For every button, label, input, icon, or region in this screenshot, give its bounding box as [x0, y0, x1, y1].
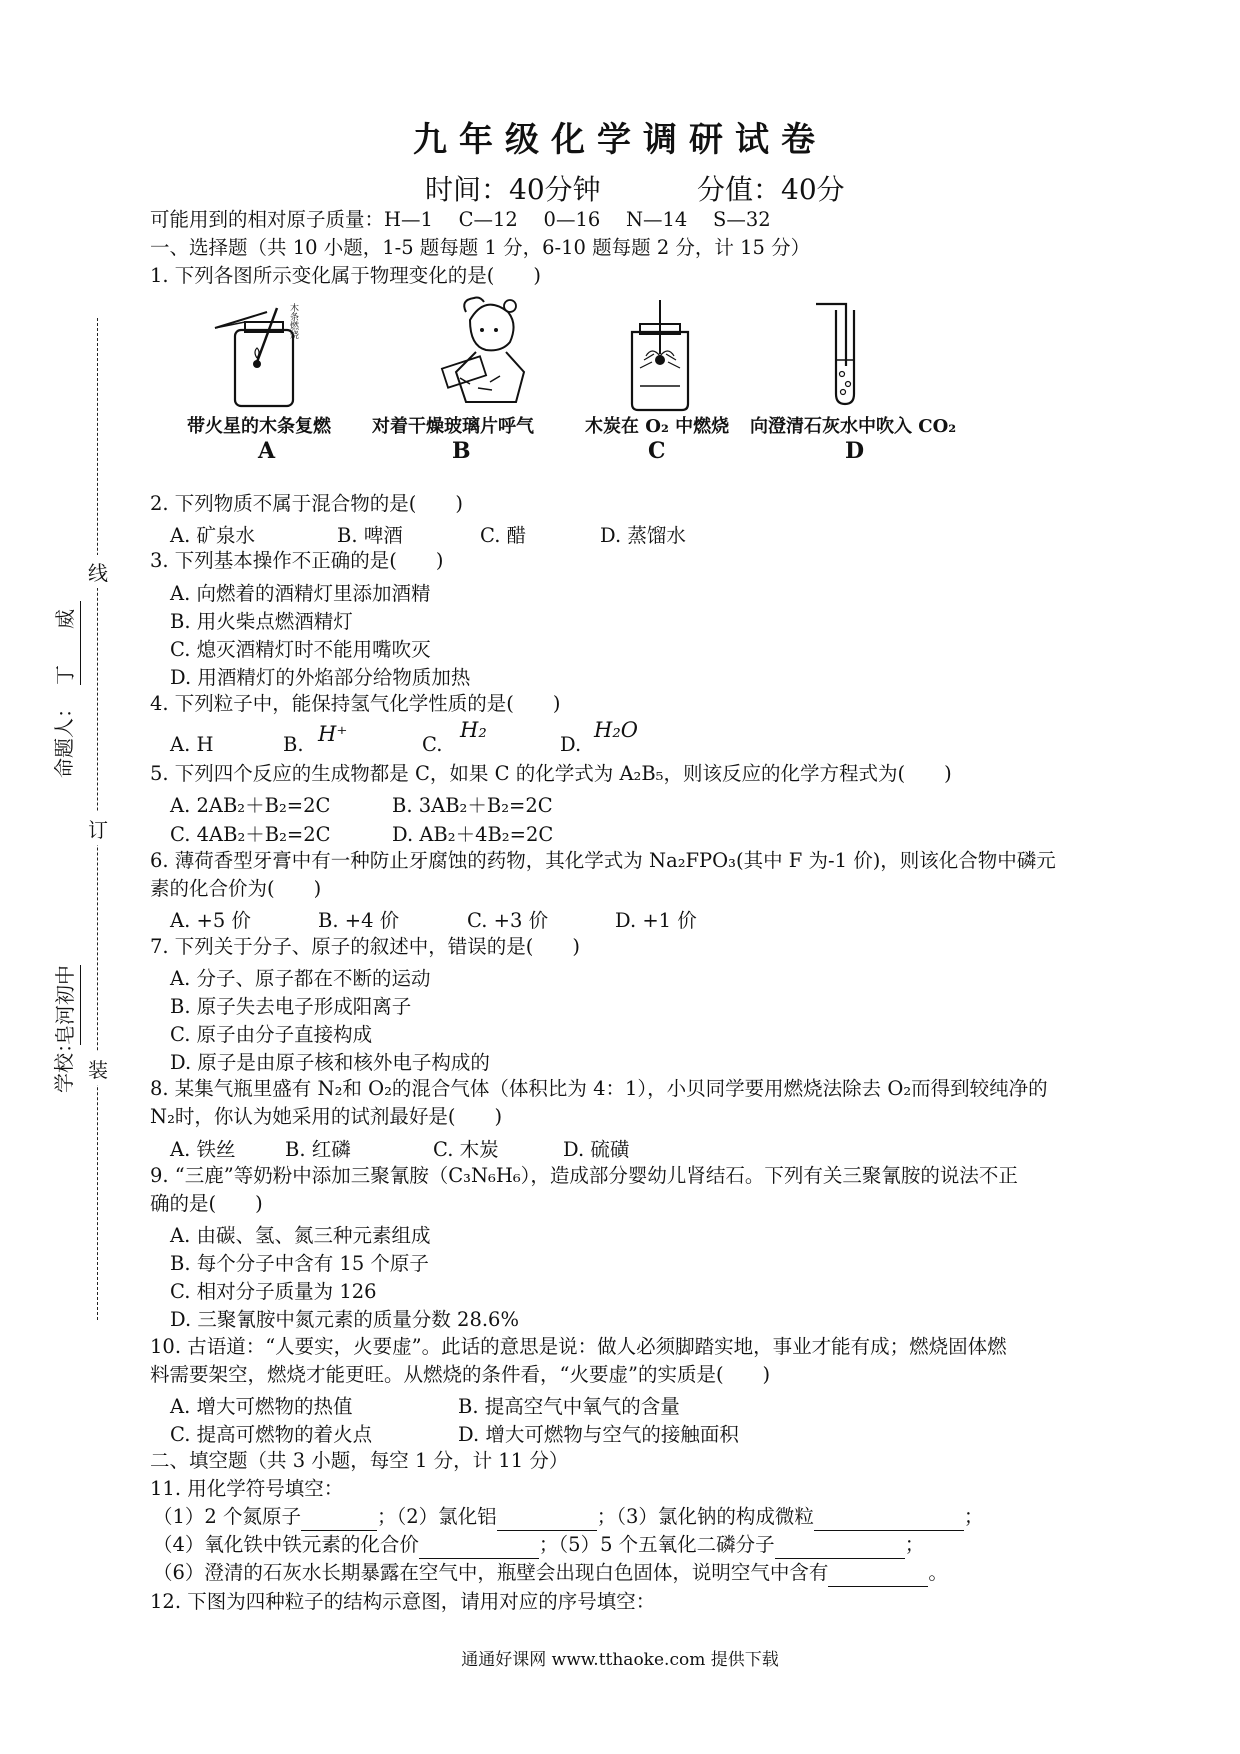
section1-heading: 一、选择题（共 10 小题，1-5 题每题 1 分，6-10 题每题 2 分，计 15 分） [150, 236, 811, 259]
q5-option-d: D. AB₂＋4B₂=2C [392, 823, 554, 846]
binding-mark-xian: 线 [88, 555, 108, 588]
q5-option-b: B. 3AB₂＋B₂=2C [392, 794, 553, 817]
q8-stem-line2: N₂时，你认为她采用的试剂最好是( ) [150, 1105, 503, 1128]
q3-option-b: B. 用火柴点燃酒精灯 [170, 610, 353, 633]
figure-a-caption: 带火星的木条复燃 [187, 416, 331, 437]
exam-time: 时间：40分钟 [425, 173, 601, 206]
setter-value: 丁 威 [49, 601, 81, 685]
q4-option-d: D. [560, 733, 582, 756]
figure-a-top-label: 木条燃烧 [288, 303, 298, 339]
figure-a-letter: A [258, 438, 276, 464]
q9-stem-line2: 确的是( ) [150, 1192, 263, 1215]
q4-formula-d: H₂O [594, 718, 638, 742]
figure-d-letter: D [845, 438, 865, 464]
q10-option-c: C. 提高可燃物的着火点 [170, 1423, 373, 1446]
q1-stem: 1. 下列各图所示变化属于物理变化的是( ) [150, 264, 542, 287]
q7-option-a: A. 分子、原子都在不断的运动 [170, 967, 431, 990]
atomic-masses: 可能用到的相对原子质量：H—1 C—12 0—16 N—14 S—32 [150, 208, 771, 231]
q11-line2: （4）氧化铁中铁元素的化合价 ；（5）5 个五氧化二磷分子 ； [153, 1531, 924, 1559]
q8-option-d: D. 硫磺 [563, 1138, 630, 1161]
q3-option-c: C. 熄灭酒精灯时不能用嘴吹灭 [170, 638, 431, 661]
exam-score: 分值：40分 [697, 173, 845, 206]
q11-blank-2[interactable] [497, 1510, 597, 1531]
q10-stem-line1: 10. 古语道：“人要实，火要虚”。此话的意思是说：做人必须脚踏实地，事业才能有成；燃烧固体燃 [150, 1335, 1007, 1358]
q4-formula-c: H₂ [460, 718, 487, 742]
q9-option-d: D. 三聚氰胺中氮元素的质量分数 28.6% [170, 1308, 519, 1331]
q10-stem-line2: 料需要架空，燃烧才能更旺。从燃烧的条件看，“火要虚”的实质是( ) [150, 1363, 771, 1386]
q4-option-c: C. [422, 733, 443, 756]
q9-stem-line1: 9. “三鹿”等奶粉中添加三聚氰胺（C₃N₆H₆），造成部分婴幼儿肾结石。下列有关三聚氰胺的说法不正 [150, 1164, 1018, 1187]
q10-option-b: B. 提高空气中氧气的含量 [458, 1395, 680, 1418]
q8-stem-line1: 8. 某集气瓶里盛有 N₂和 O₂的混合气体（体积比为 4：1），小贝同学要用燃烧法除去 O₂而得到较纯净的 [150, 1077, 1048, 1100]
footer: 通通好课网 www.tthaoke.com 提供下载 [461, 1650, 779, 1670]
q11-blank-1[interactable] [301, 1510, 377, 1531]
q11-stem: 11. 用化学符号填空： [150, 1477, 344, 1500]
q6-stem-line2: 素的化合价为( ) [150, 877, 322, 900]
q9-option-c: C. 相对分子质量为 126 [170, 1280, 377, 1303]
binding-mark-ding: 订 [88, 812, 108, 845]
q5-stem: 5. 下列四个反应的生成物都是 C，如果 C 的化学式为 A₂B₅，则该反应的化学方程式为( ) [150, 762, 952, 785]
figure-c-charcoal-in-oxygen [610, 298, 710, 413]
q6-option-a: A. +5 价 [170, 909, 251, 932]
q8-option-b: B. 红磷 [285, 1138, 351, 1161]
q10-option-a: A. 增大可燃物的热值 [170, 1395, 353, 1418]
figure-d-lime-water-tube [808, 298, 878, 408]
figure-a-glowing-splint [205, 300, 325, 415]
q9-option-a: A. 由碳、氢、氮三种元素组成 [170, 1224, 431, 1247]
figure-c-letter: C [648, 438, 666, 464]
q11-blank-4[interactable] [419, 1538, 539, 1559]
q6-stem-line1: 6. 薄荷香型牙膏中有一种防止牙腐蚀的药物，其化学式为 Na₂FPO₃(其中 F 为-1 价)，则该化合物中磷元 [150, 849, 1056, 872]
binding-mark-zhuang: 装 [88, 1052, 108, 1085]
q4-stem: 4. 下列粒子中，能保持氢气化学性质的是( ) [150, 692, 561, 715]
q7-option-c: C. 原子由分子直接构成 [170, 1023, 373, 1046]
q2-option-b: B. 啤酒 [337, 524, 403, 547]
q8-option-c: C. 木炭 [433, 1138, 499, 1161]
q4-option-b: B. [283, 733, 304, 756]
q4-formula-b: H⁺ [318, 722, 348, 746]
q3-option-d: D. 用酒精灯的外焰部分给物质加热 [170, 666, 471, 689]
q5-option-c: C. 4AB₂＋B₂=2C [170, 823, 331, 846]
q6-option-b: B. +4 价 [318, 909, 400, 932]
q3-option-a: A. 向燃着的酒精灯里添加酒精 [170, 582, 431, 605]
q8-option-a: A. 铁丝 [170, 1138, 236, 1161]
q12-stem: 12. 下图为四种粒子的结构示意图，请用对应的序号填空： [150, 1590, 656, 1613]
q7-stem: 7. 下列关于分子、原子的叙述中，错误的是( ) [150, 935, 581, 958]
q7-option-d: D. 原子是由原子核和核外电子构成的 [170, 1051, 490, 1074]
q2-option-a: A. 矿泉水 [170, 524, 255, 547]
school-value: 皂河初中 [49, 965, 81, 1045]
q11-blank-6[interactable] [828, 1566, 928, 1587]
q3-stem: 3. 下列基本操作不正确的是( ) [150, 549, 444, 572]
q6-option-c: C. +3 价 [467, 909, 549, 932]
page-title: 九年级化学调研试卷 [413, 120, 827, 160]
q7-option-b: B. 原子失去电子形成阳离子 [170, 995, 412, 1018]
figure-b-caption: 对着干燥玻璃片呼气 [372, 416, 534, 437]
q11-blank-5[interactable] [775, 1538, 905, 1559]
q11-line3: （6）澄清的石灰水长期暴露在空气中，瓶壁会出现白色固体，说明空气中含有 。 [153, 1559, 948, 1587]
figure-b-letter: B [452, 438, 471, 464]
figure-d-caption: 向澄清石灰水中吹入 CO₂ [750, 416, 957, 437]
section2-heading: 二、填空题（共 3 小题，每空 1 分，计 11 分） [150, 1449, 569, 1472]
q4-option-a: A. H [170, 733, 214, 756]
q5-option-a: A. 2AB₂＋B₂=2C [170, 794, 331, 817]
q11-line1: （1）2 个氮原子 ；（2）氯化铝 ；（3）氯化钠的构成微粒 ； [153, 1503, 983, 1531]
figure-b-person-breathing [430, 292, 540, 412]
setter-label: 命题人： [52, 698, 76, 778]
school-label: 学校： [52, 1033, 76, 1093]
q2-stem: 2. 下列物质不属于混合物的是( ) [150, 492, 464, 515]
q2-option-c: C. 醋 [480, 524, 527, 547]
q10-option-d: D. 增大可燃物与空气的接触面积 [458, 1423, 739, 1446]
figure-c-caption: 木炭在 O₂ 中燃烧 [585, 416, 730, 437]
q9-option-b: B. 每个分子中含有 15 个原子 [170, 1252, 429, 1275]
q2-option-d: D. 蒸馏水 [600, 524, 686, 547]
q6-option-d: D. +1 价 [615, 909, 697, 932]
q11-blank-3[interactable] [814, 1510, 964, 1531]
